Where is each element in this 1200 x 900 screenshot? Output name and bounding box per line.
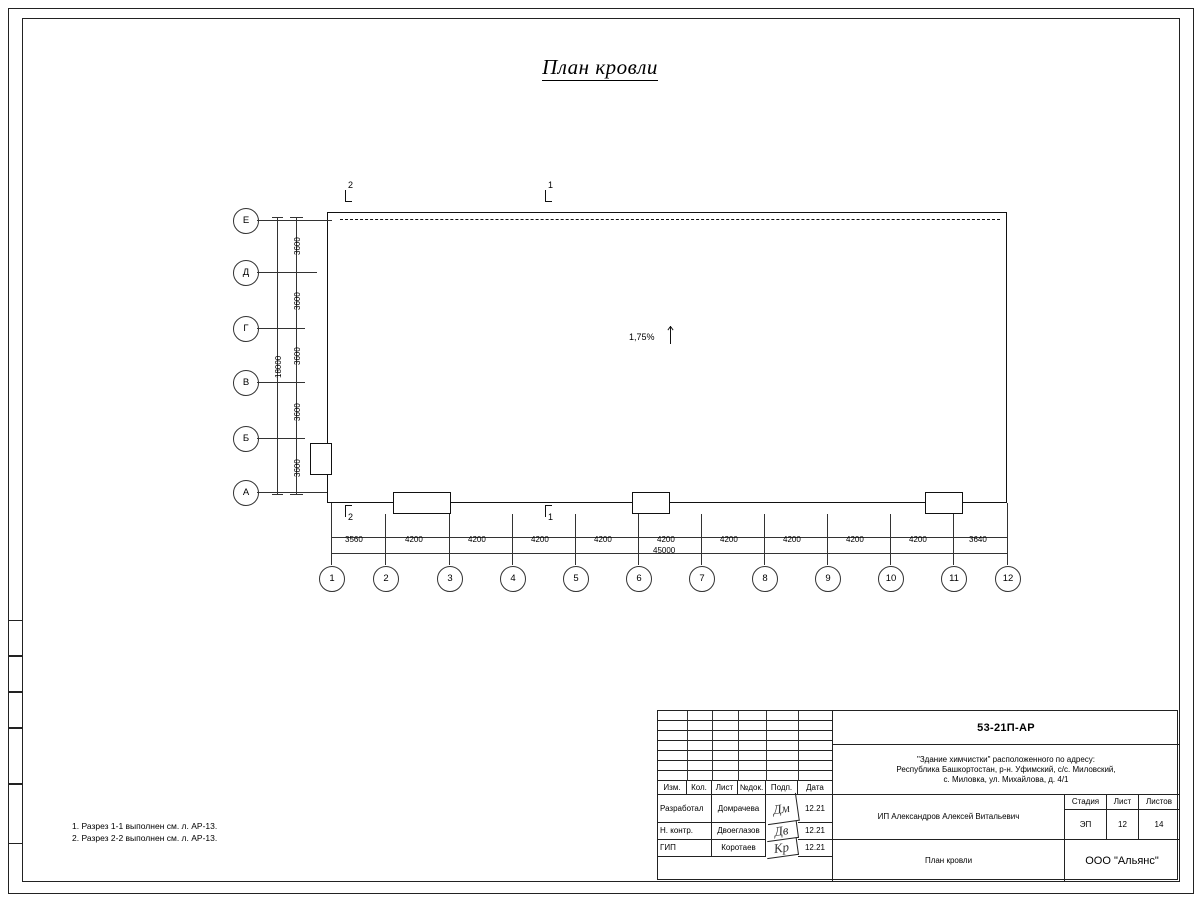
roof-canopy-3 xyxy=(925,492,963,514)
roof-notch-left xyxy=(310,443,332,475)
axis-leader-E xyxy=(257,220,332,221)
roof-outline xyxy=(327,212,1007,503)
slope-label: 1,75% xyxy=(629,332,655,342)
title-block xyxy=(657,710,1178,880)
axis-ext-3 xyxy=(449,514,450,565)
axis-leader-A xyxy=(257,492,327,493)
axis-bubble-A: А xyxy=(233,480,259,506)
section-mark-2-top-label: 2 xyxy=(348,180,354,190)
revision-grid-sep-4 xyxy=(766,711,767,781)
axis-bubble-G: Г xyxy=(233,316,259,342)
vertical-dim-tick-5 xyxy=(290,438,303,439)
axis-bubble-6: 6 xyxy=(626,566,652,592)
notes-block xyxy=(72,820,217,844)
horizontal-dim-1: 3560 xyxy=(345,535,363,544)
roof-ridge-dashed-line xyxy=(340,219,1000,220)
vertical-dim-tick-4 xyxy=(290,382,303,383)
axis-bubble-2: 2 xyxy=(373,566,399,592)
column-header-data: Дата xyxy=(798,781,833,795)
vertical-dim-tick-3 xyxy=(290,328,303,329)
vertical-total-tick-bottom xyxy=(272,494,283,495)
revision-grid-sep-3 xyxy=(738,711,739,781)
name-developer: Домрачева xyxy=(712,795,766,823)
section-mark-1-bottom-tick xyxy=(545,505,552,506)
horizontal-dim-4: 4200 xyxy=(531,535,549,544)
project-code: 53-21П-АР xyxy=(833,711,1179,745)
stage-header-listov: Листов xyxy=(1139,795,1179,810)
section-mark-2-top-tick xyxy=(345,201,352,202)
revision-row-6 xyxy=(658,761,833,771)
stage-header-stadia: Стадия xyxy=(1065,795,1107,810)
section-mark-1-top-label: 1 xyxy=(548,180,554,190)
object-description-line-2: Республика Башкортостан, р-н. Уфимский, с/с. Миловский, xyxy=(896,764,1116,774)
vertical-dim-1: 3600 xyxy=(293,237,302,255)
axis-ext-1 xyxy=(331,503,332,565)
vertical-dim-3: 3600 xyxy=(293,347,302,365)
signature-developer: Дм xyxy=(764,793,800,825)
revision-row-3 xyxy=(658,731,833,741)
horizontal-dim-6: 4200 xyxy=(657,535,675,544)
vertical-dim-2: 3600 xyxy=(293,292,302,310)
role-gip: ГИП xyxy=(658,840,712,857)
designer-name xyxy=(833,795,1065,840)
axis-bubble-5: 5 xyxy=(563,566,589,592)
section-mark-2-bottom-tick xyxy=(345,505,352,506)
vertical-dim-4: 3600 xyxy=(293,403,302,421)
column-header-ndok: №док. xyxy=(738,781,766,795)
axis-bubble-10: 10 xyxy=(878,566,904,592)
axis-ext-4 xyxy=(512,514,513,565)
axis-bubble-12: 12 xyxy=(995,566,1021,592)
section-mark-2-bottom-line xyxy=(345,505,346,517)
horizontal-dim-10: 4200 xyxy=(909,535,927,544)
axis-ext-8 xyxy=(764,514,765,565)
role-norm-control: Н. контр. xyxy=(658,823,712,840)
axis-ext-9 xyxy=(827,514,828,565)
revision-grid-sep-1 xyxy=(687,711,688,781)
revision-row-bottom xyxy=(658,857,833,881)
date-norm-control: 12.21 xyxy=(798,823,833,840)
horizontal-dim-9: 4200 xyxy=(846,535,864,544)
object-description xyxy=(833,745,1179,795)
vertical-dim-5: 3600 xyxy=(293,459,302,477)
date-developer: 12.21 xyxy=(798,795,833,823)
vertical-dim-tick-1 xyxy=(290,217,303,218)
horizontal-total-dim: 45000 xyxy=(653,546,676,555)
horizontal-dim-7: 4200 xyxy=(720,535,738,544)
section-mark-1-top-tick xyxy=(545,201,552,202)
name-norm-control: Двоеглазов xyxy=(712,823,766,840)
section-mark-1-bottom-line xyxy=(545,505,546,517)
axis-bubble-7: 7 xyxy=(689,566,715,592)
stage-header-list: Лист xyxy=(1107,795,1139,810)
stage-value-stadia: ЭП xyxy=(1065,810,1107,840)
stage-value-listov: 14 xyxy=(1139,810,1179,840)
axis-bubble-4: 4 xyxy=(500,566,526,592)
horizontal-dim-3: 4200 xyxy=(468,535,486,544)
revision-grid-sep-5 xyxy=(798,711,799,781)
section-mark-1-bottom-label: 1 xyxy=(548,512,554,522)
signature-gip: Кр xyxy=(765,838,799,859)
revision-grid-sep-2 xyxy=(712,711,713,781)
axis-ext-11 xyxy=(953,514,954,565)
axis-ext-10 xyxy=(890,514,891,565)
axis-ext-2 xyxy=(385,514,386,565)
signature-norm-control: Дв xyxy=(765,821,799,842)
column-header-list: Лист xyxy=(712,781,738,795)
revision-row-5 xyxy=(658,751,833,761)
axis-bubble-B: Б xyxy=(233,426,259,452)
roof-canopy-1 xyxy=(393,492,451,514)
axis-bubble-D: Д xyxy=(233,260,259,286)
note-line-1: 1. Разрез 1-1 выполнен см. л. АР-13. xyxy=(72,821,218,831)
vertical-dim-tick-6 xyxy=(290,494,303,495)
axis-ext-7 xyxy=(701,514,702,565)
roof-canopy-2 xyxy=(632,492,670,514)
axis-bubble-11: 11 xyxy=(941,566,967,592)
stage-value-list: 12 xyxy=(1107,810,1139,840)
axis-bubble-1: 1 xyxy=(319,566,345,592)
object-description-line-3: с. Миловка, ул. Михайлова, д. 4/1 xyxy=(943,774,1069,784)
note-line-2: 2. Разрез 2-2 выполнен см. л. АР-13. xyxy=(72,833,218,843)
organization-name: ООО "Альянс" xyxy=(1085,854,1159,867)
date-gip: 12.21 xyxy=(798,840,833,857)
revision-row-2 xyxy=(658,721,833,731)
axis-bubble-8: 8 xyxy=(752,566,778,592)
object-description-line-1: "Здание химчистки" расположенного по адресу: xyxy=(916,754,1095,764)
revision-row-1 xyxy=(658,711,833,721)
vertical-total-tick-top xyxy=(272,217,283,218)
horizontal-dim-11: 3640 xyxy=(969,535,987,544)
designer-name-text: ИП Александров Алексей Витальевич xyxy=(877,812,1020,821)
name-gip: Коротаев xyxy=(712,840,766,857)
revision-row-4 xyxy=(658,741,833,751)
axis-ext-12 xyxy=(1007,503,1008,565)
role-developer: Разработал xyxy=(658,795,712,823)
drawing-name: План кровли xyxy=(833,840,1065,881)
horizontal-dim-5: 4200 xyxy=(594,535,612,544)
axis-bubble-3: 3 xyxy=(437,566,463,592)
vertical-total-dim: 18000 xyxy=(274,355,283,378)
axis-bubble-V: В xyxy=(233,370,259,396)
axis-ext-6 xyxy=(638,514,639,565)
column-header-podp: Подп. xyxy=(766,781,798,795)
axis-bubble-E: Е xyxy=(233,208,259,234)
horizontal-dim-8: 4200 xyxy=(783,535,801,544)
axis-ext-5 xyxy=(575,514,576,565)
horizontal-dim-2: 4200 xyxy=(405,535,423,544)
vertical-dim-tick-2 xyxy=(290,272,303,273)
axis-leader-D xyxy=(257,272,317,273)
revision-row-7 xyxy=(658,771,833,781)
section-mark-2-bottom-label: 2 xyxy=(348,512,354,522)
page-title-text: План кровли xyxy=(542,55,658,79)
column-header-izm: Изм. xyxy=(658,781,687,795)
axis-bubble-9: 9 xyxy=(815,566,841,592)
column-header-kol: Кол. xyxy=(687,781,712,795)
